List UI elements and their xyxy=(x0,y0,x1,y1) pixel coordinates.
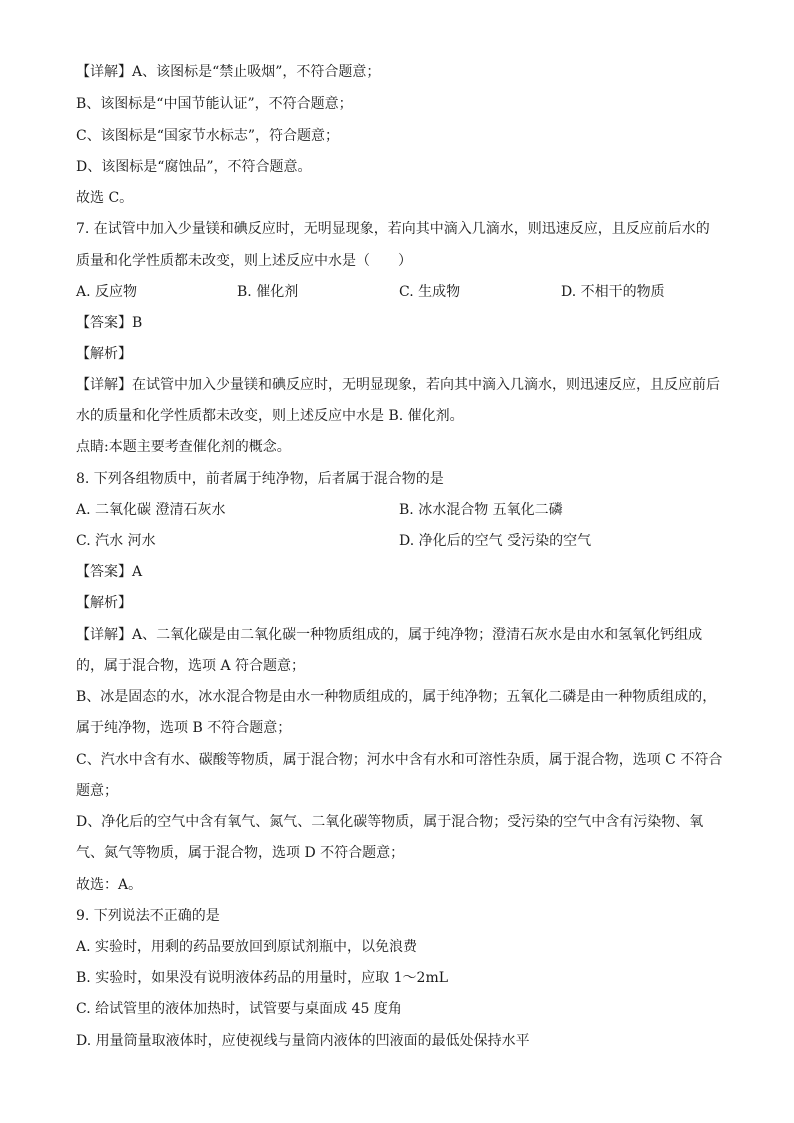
detail-line: 气、氮气等物质，属于混合物，选项 D 不符合题意； xyxy=(76,845,405,861)
detail-line: D、该图标是“腐蚀品”，不符合题意。 xyxy=(76,159,312,175)
option-a: A. 二氧化碳 澄清石灰水 xyxy=(76,502,226,518)
option-c: C. 生成物 xyxy=(399,284,461,300)
option-c: C. 给试管里的液体加热时，试管要与桌面成 45 度角 xyxy=(76,1001,402,1017)
option-c: C. 汽水 河水 xyxy=(76,533,156,549)
analysis-label: 【解析】 xyxy=(76,346,132,362)
tip-line: 点睛:本题主要考查催化剂的概念。 xyxy=(76,439,291,455)
option-b: B. 实验时，如果没有说明液体药品的用量时，应取 1～2mL xyxy=(76,970,449,986)
option-b: B. 冰水混合物 五氧化二磷 xyxy=(399,502,563,518)
answer-label: 【答案】A xyxy=(76,564,143,580)
answer-label: 【答案】B xyxy=(76,315,143,331)
detail-line: C、汽水中含有水、碳酸等物质，属于混合物；河水中含有水和可溶性杂质，属于混合物，选项 C 不符合 xyxy=(76,752,723,768)
detail-line: C、该图标是“国家节水标志”，符合题意； xyxy=(76,128,340,144)
question-stem: 8. 下列各组物质中，前者属于纯净物，后者属于混合物的是 xyxy=(76,471,444,487)
question-stem: 9. 下列说法不正确的是 xyxy=(76,908,220,924)
detail-line: 水的质量和化学性质都未改变，则上述反应中水是 B. 催化剂。 xyxy=(76,408,464,424)
conclusion-line: 故选：A。 xyxy=(76,877,143,893)
detail-line: 【详解】A、二氧化碳是由二氧化碳一种物质组成的，属于纯净物；澄清石灰水是由水和氢氧化钙组成 xyxy=(76,627,703,643)
detail-line: 【详解】在试管中加入少量镁和碘反应时，无明显现象，若向其中滴入几滴水，则迅速反应，且反应前后 xyxy=(76,377,720,393)
option-d: D. 净化后的空气 受污染的空气 xyxy=(399,533,592,549)
detail-line: 【详解】A、该图标是“禁止吸烟”，不符合题意； xyxy=(76,64,381,80)
conclusion-line: 故选 C。 xyxy=(76,190,134,206)
detail-line: B、冰是固态的水，冰水混合物是由水一种物质组成的，属于纯净物；五氧化二磷是由一种物质组成的， xyxy=(76,689,717,705)
option-a: A. 反应物 xyxy=(76,284,138,300)
detail-line: 属于纯净物，选项 B 不符合题意； xyxy=(76,720,292,736)
detail-line: 题意； xyxy=(76,783,118,799)
question-stem: 7. 在试管中加入少量镁和碘反应时，无明显现象，若向其中滴入几滴水，则迅速反应，且反应前后水的 xyxy=(76,221,710,237)
option-b: B. 催化剂 xyxy=(237,284,299,300)
option-a: A. 实验时，用剩的药品要放回到原试剂瓶中，以免浪费 xyxy=(76,939,418,955)
option-d: D. 不相干的物质 xyxy=(561,284,665,300)
analysis-label: 【解析】 xyxy=(76,595,132,611)
option-d: D. 用量筒量取液体时，应使视线与量筒内液体的凹液面的最低处保持水平 xyxy=(76,1033,530,1049)
detail-line: 的，属于混合物，选项 A 符合题意； xyxy=(76,658,306,674)
question-stem: 质量和化学性质都未改变，则上述反应中水是（ ） xyxy=(76,253,412,269)
detail-line: D、净化后的空气中含有氧气、氮气、二氧化碳等物质，属于混合物；受污染的空气中含有污染物、氧 xyxy=(76,814,704,830)
detail-line: B、该图标是“中国节能认证”，不符合题意； xyxy=(76,96,353,112)
